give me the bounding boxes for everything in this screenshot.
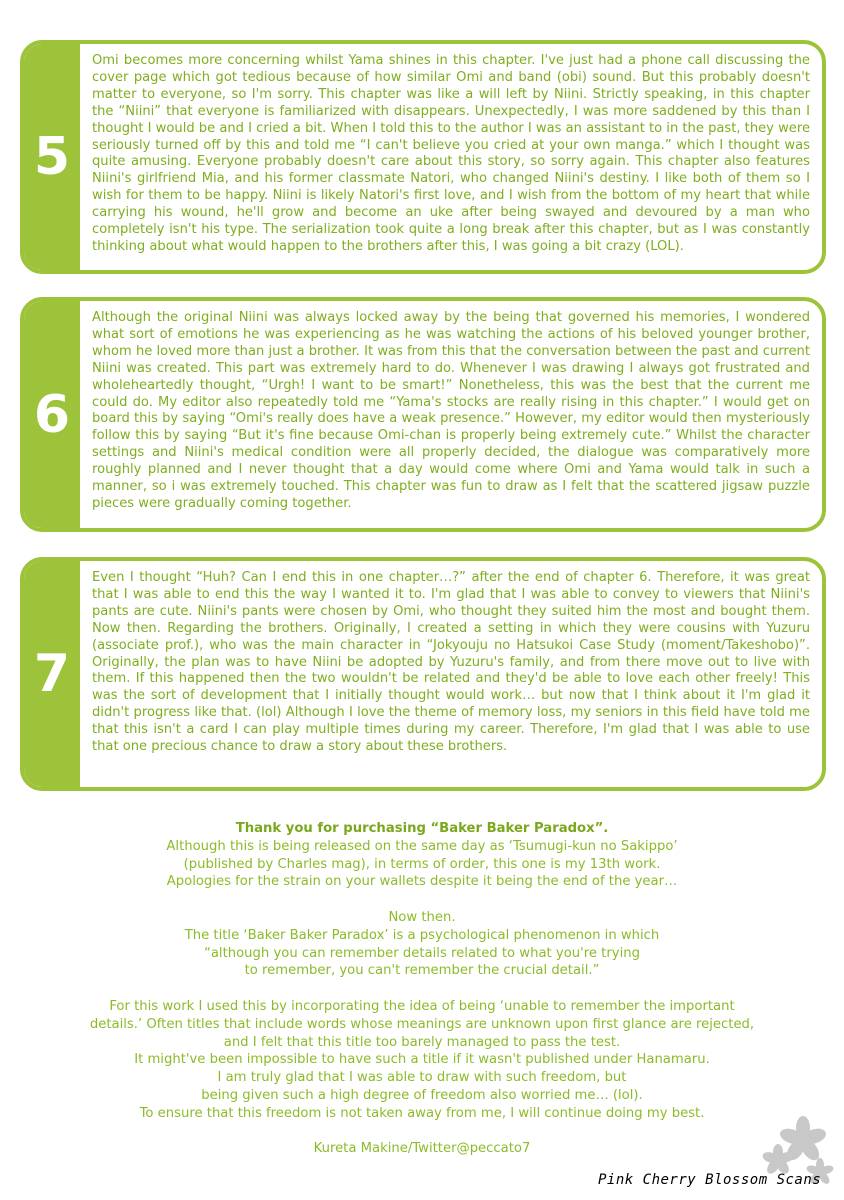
afterword-line: Now then. — [388, 909, 456, 925]
chapter-note-text: Omi becomes more concerning whilst Yama shines in this chapter. I've just had a phone call discussing the cover page which got tedious because of how similar Omi and band (obi) sound. But this probably doesn't matter to everyone, so I'm sorry. This chapter was like a will left by Niini. Strictly speaking, in this chapter the “Niini” that everyone is familiarized with disappears. Unexpectedly, I was more saddened by this than I thought I would be and I cried a bit. When I told this to the author I was an assistant to in the past, they were seriously turned off by this and told me “I can't believe you cried at your own manga.” which I thought was quite amusing. Everyone probably doesn't care about this story, so sorry again. This chapter also features Niini's girlfriend Mia, and his former classmate Natori, who changed Niini's destiny. I like both of them so I wish for them to be happy. Niini is likely Natori's first love, and I wish from the bottom of my heart that while carrying his wound, he'll grow and become an uke after being swayed and devoured by a man who completely isn't his type. The serialization took quite a long break after this chapter, but as I was constantly thinking about what would happen to the brothers after this, I was going a bit crazy (LOL). — [92, 53, 810, 254]
chapter-6-note — [20, 297, 826, 532]
author-credit: Kureta Makine/Twitter@peccato7 — [313, 1141, 531, 1156]
afterword-heading: Thank you for purchasing “Baker Baker Paradox”. — [235, 821, 609, 836]
afterword-line: It might've been impossible to have such a title if it wasn't published under Hanamaru. — [134, 1052, 710, 1068]
afterword-line: To ensure that this freedom is not taken away from me, I will continue doing my best. — [139, 1105, 705, 1121]
afterword-line: details.’ Often titles that include words whose meanings are unknown upon first glance are rejected, — [89, 1016, 755, 1032]
chapter-number-tab — [24, 301, 80, 528]
chapter-number: 6 — [33, 384, 71, 445]
afterword-line: and I felt that this title too barely managed to pass the test. — [223, 1034, 621, 1050]
afterword-line: The title ‘Baker Baker Paradox’ is a psychological phenomenon in which — [184, 927, 660, 943]
afterword-line: Apologies for the strain on your wallets despite it being the end of the year… — [166, 874, 678, 890]
afterword-line: (published by Charles mag), in terms of order, this one is my 13th work. — [183, 856, 661, 872]
afterword-line: to remember, you can't remember the crucial detail.” — [244, 963, 600, 979]
afterword-line: Although this is being released on the same day as ‘Tsumugi-kun no Sakippo’ — [166, 838, 678, 854]
scanlation-watermark — [598, 1112, 838, 1192]
chapter-number-tab — [24, 44, 80, 270]
chapter-5-note — [20, 40, 826, 274]
chapter-number: 7 — [33, 644, 71, 704]
afterword-line: For this work I used this by incorporating the idea of being ‘unable to remember the important — [109, 998, 735, 1014]
afterword-line: I am truly glad that I was able to draw with such freedom, but — [217, 1070, 627, 1086]
chapter-7-note — [20, 557, 826, 791]
chapter-number-tab — [24, 561, 80, 787]
afterword-line: being given such a high degree of freedom also worried me… (lol). — [201, 1087, 643, 1103]
afterword — [40, 820, 804, 1123]
watermark-text: Pink Cherry Blossom Scans — [598, 1172, 822, 1188]
chapter-note-text: Although the original Niini was always locked away by the being that governed his memories, I wondered what sort of emotions he was experiencing as he was watching the actions of his beloved younger brother, whom he loved more than just a brother. It was from this that the conversation between the past and current Niini was created. This part was extremely hard to do. Whenever I was drawing I always got frustrated and wholeheartedly thought, “Urgh! I want to be smart!” Nonetheless, this was the best that the current me could do. My editor also repeatedly told me “Yama's stocks are really rising in this chapter.” I would get on board this by saying “Omi's really does have a weak presence.” However, my editor would then mysteriously follow this by saying “But it's fine because Omi-chan is properly being extremely cute.” Whilst the character settings and Niini's medical condition were all properly decided, the dialogue was comparatively more roughly planned and I never thought that a day would come where Omi and Yama would talk in such a manner, so i was extremely touched. This chapter was fun to draw as I felt that the scattered jigsaw puzzle pieces were gradually coming together. — [92, 310, 810, 511]
chapter-note-text: Even I thought “Huh? Can I end this in one chapter…?” after the end of chapter 6. Therefore, it was great that I was able to end this the way I wanted it to. I'm glad that I was able to convey to viewers that Niini's pants are cute. Niini's pants were chosen by Omi, who thought they suited him the most and bought them. Now then. Regarding the brothers. Originally, I created a setting in which they were cousins with Yuzuru (associate prof.), who was the main character in “Jokyouju no Hatsukoi Case Study (moment/Takeshobo)”. Originally, the plan was to have Niini be adopted by Yuzuru's family, and from there move out to live with them. If this happened then the two wouldn't be related and they'd be able to love each other freely! This was the sort of development that I initially thought would work… but now that I think about it I'm glad it didn't progress like that. (lol) Although I love the theme of memory loss, my seniors in this field have told me that this isn't a card I can play multiple times during my career. Therefore, I'm glad that I was able to use that one precious chance to draw a story about these brothers. — [92, 570, 810, 755]
chapter-number: 5 — [33, 127, 71, 187]
afterword-line: “although you can remember details related to what you're trying — [204, 945, 640, 961]
